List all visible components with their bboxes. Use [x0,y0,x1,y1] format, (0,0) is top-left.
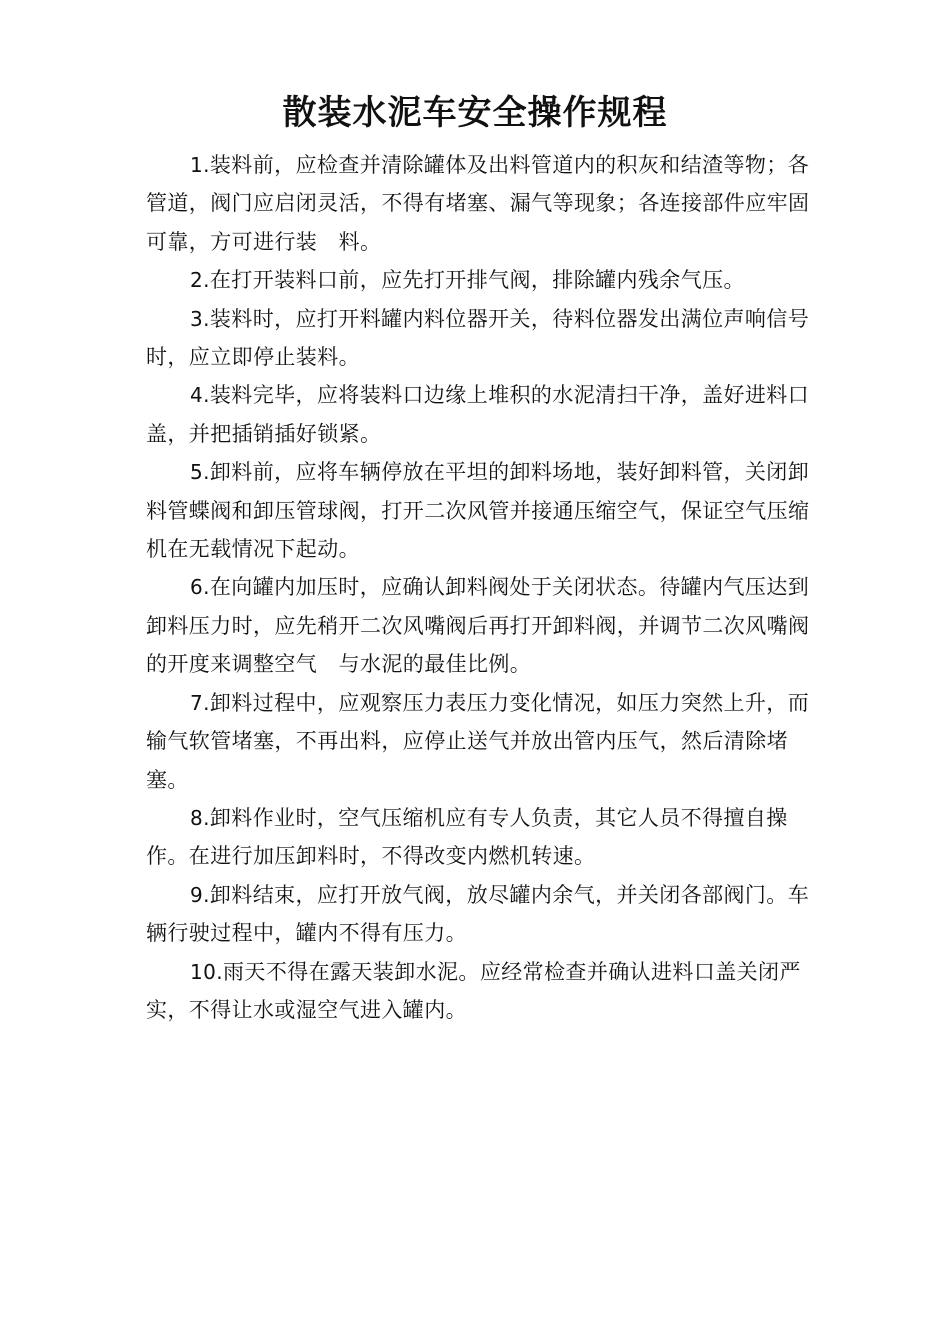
rule-number: 1. [190,153,210,177]
rule-number: 3. [190,306,210,331]
rule-number: 6. [190,575,210,600]
rule-item-1 [146,146,816,261]
rule-item-3 [146,300,816,377]
rule-text: 装料完毕，应将装料口边缘上堆积的水泥清扫干净，盖好进料口盖，并把插销插好锁紧。 [146,383,810,446]
rule-item-5 [146,453,816,568]
document-title: 散装水泥车安全操作规程 [282,93,668,133]
rule-number: 8. [190,805,210,830]
rule-text: 卸料过程中，应观察压力表压力变化情况，如压力突然上升，而输气软管堵塞，不再出料，应停止送气并放出管内压气，然后清除堵塞。 [146,690,810,792]
rule-text: 装料时，应打开料罐内料位器开关，待料位器发出满位声响信号时，应立即停止装料。 [146,306,810,370]
rule-item-6 [146,568,816,683]
rule-number: 10. [190,959,224,984]
rule-item-2 [146,261,816,299]
rule-number: 7. [190,690,210,715]
rule-text: 卸料结束，应打开放气阀，放尽罐内余气，并关闭各部阀门。车辆行驶过程中，罐内不得有压力。 [146,882,810,946]
rule-item-8 [146,799,816,876]
rule-text: 卸料前，应将车辆停放在平坦的卸料场地，装好卸料管，关闭卸料管蝶阀和卸压管球阀，打开二次风管并接通压缩空气，保证空气压缩机在无载情况下起动。 [146,460,810,562]
rule-item-9 [146,876,816,953]
rule-text: 卸料作业时，空气压缩机应有专人负责，其它人员不得擅自操作。在进行加压卸料时，不得改变内燃机转速。 [146,805,788,869]
rule-text: 装料前，应检查并清除罐体及出料管道内的积灰和结渣等物；各管道，阀门应启闭灵活，不得有堵塞、漏气等现象；各连接部件应牢固可靠，方可进行装 料。 [146,153,810,254]
rule-number: 5. [190,460,210,485]
rule-number: 9. [190,882,210,907]
rule-item-7 [146,684,816,799]
rule-text: 在打开装料口前，应先打开排气阀，排除罐内残余气压。 [209,268,745,293]
rule-text: 在向罐内加压时，应确认卸料阀处于关闭状态。待罐内气压达到卸料压力时，应先稍开二次风嘴阀后再打开卸料阀，并调节二次风嘴阀的开度来调整空气 与水泥的最佳比例。 [146,575,810,677]
rule-item-4 [146,376,816,453]
document-body [146,146,816,1029]
rule-number: 4. [190,383,210,408]
rule-text: 雨天不得在露天装卸水泥。应经常检查并确认进料口盖关闭严实，不得让水或湿空气进入罐内。 [146,959,801,1022]
rule-item-10 [146,953,816,1030]
rule-number: 2. [190,268,210,293]
